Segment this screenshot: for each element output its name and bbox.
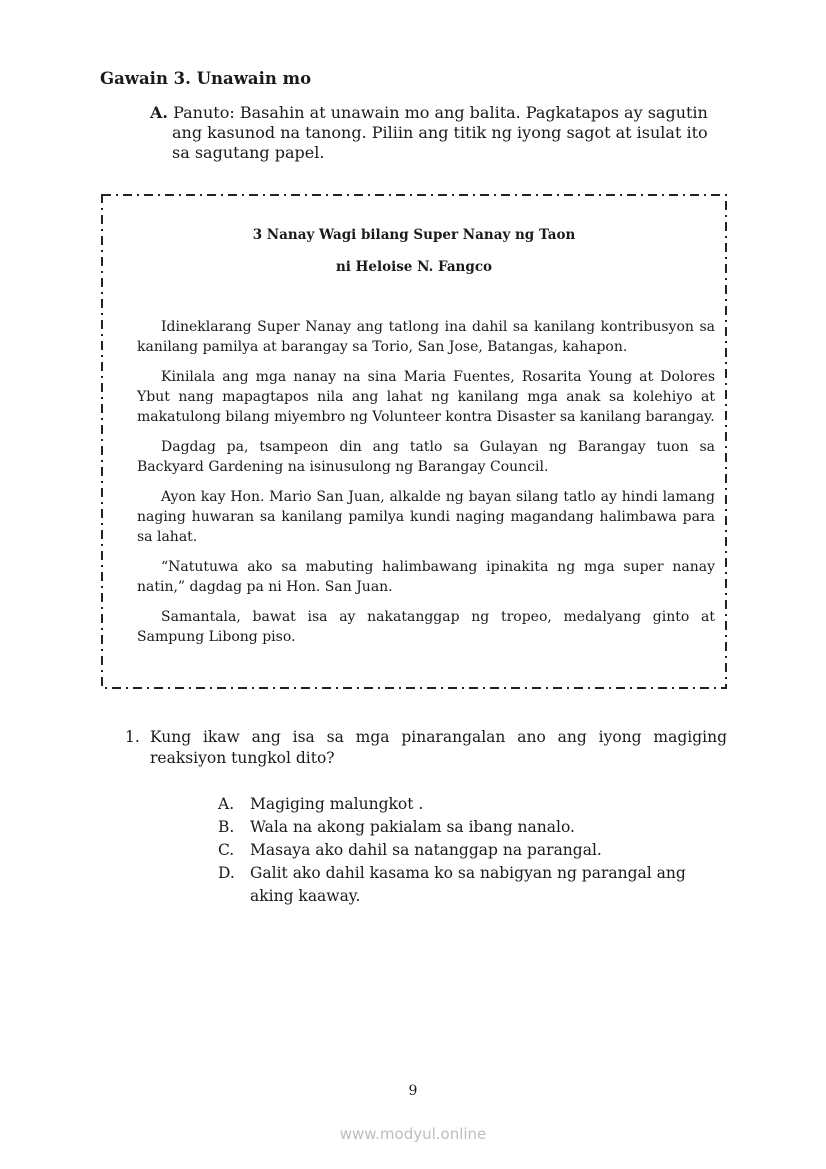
option-text: Galit ako dahil kasama ko sa nabigyan ng parangal ang aking kaaway.	[250, 864, 686, 905]
article-paragraph: “Natutuwa ako sa mabuting halimbawang ipinakita ng mga super nanay natin,” dagdag pa ni Hon. San Juan.	[137, 559, 715, 595]
article-title: 3 Nanay Wagi bilang Super Nanay ng Taon	[252, 227, 576, 243]
option-letter: A.	[218, 795, 235, 813]
instruction-label: A.	[150, 103, 168, 122]
option-d	[218, 862, 718, 908]
answer-options	[218, 793, 718, 908]
page-number: 9	[408, 1083, 418, 1099]
instructions	[150, 103, 720, 163]
instruction-text: Panuto: Basahin at unawain mo ang balita. Pagkatapos ay sagutin ang kasunod na tanong. Piliin ang titik ng iyong sagot at isulat ito sa sagutang papel.	[172, 103, 708, 162]
option-a	[218, 793, 718, 816]
option-letter: B.	[218, 818, 235, 836]
option-text: Wala na akong pakialam sa ibang nanalo.	[250, 818, 575, 836]
article-paragraph: Samantala, bawat isa ay nakatanggap ng tropeo, medalyang ginto at Sampung Libong piso.	[137, 609, 715, 645]
question-number: 1.	[125, 728, 140, 746]
article-paragraph: Dagdag pa, tsampeon din ang tatlo sa Gulayan ng Barangay tuon sa Backyard Gardening na isinusulong ng Barangay Council.	[137, 439, 715, 475]
option-letter: D.	[218, 864, 235, 882]
watermark: www.modyul.online	[339, 1125, 487, 1143]
article-author: ni Heloise N. Fangco	[335, 259, 493, 275]
article-paragraph: Idineklarang Super Nanay ang tatlong ina dahil sa kanilang kontribusyon sa kanilang pamilya at barangay sa Torio, San Jose, Batangas, kahapon.	[137, 319, 715, 355]
article-paragraph: Kinilala ang mga nanay na sina Maria Fuentes, Rosarita Young at Dolores Ybut nang mapagtapos nila ang lahat ng kanilang mga anak sa kolehiyo at makatulong bilang miyembro ng Volunteer kontra Disaster sa kanilang barangay.	[137, 369, 715, 425]
question-1	[125, 727, 727, 769]
option-text: Magiging malungkot .	[250, 795, 424, 813]
option-b	[218, 816, 718, 839]
question-text: Kung ikaw ang isa sa mga pinarangalan ano ang iyong magiging reaksiyon tungkol dito?	[150, 728, 727, 767]
activity-heading: Gawain 3. Unawain mo	[100, 69, 312, 88]
option-text: Masaya ako dahil sa natanggap na parangal.	[250, 841, 602, 859]
article-body	[137, 317, 715, 657]
article-paragraph: Ayon kay Hon. Mario San Juan, alkalde ng bayan silang tatlo ay hindi lamang naging huwaran sa kanilang pamilya kundi naging magandang halimbawa para sa lahat.	[137, 489, 715, 545]
option-c	[218, 839, 718, 862]
option-letter: C.	[218, 841, 235, 859]
